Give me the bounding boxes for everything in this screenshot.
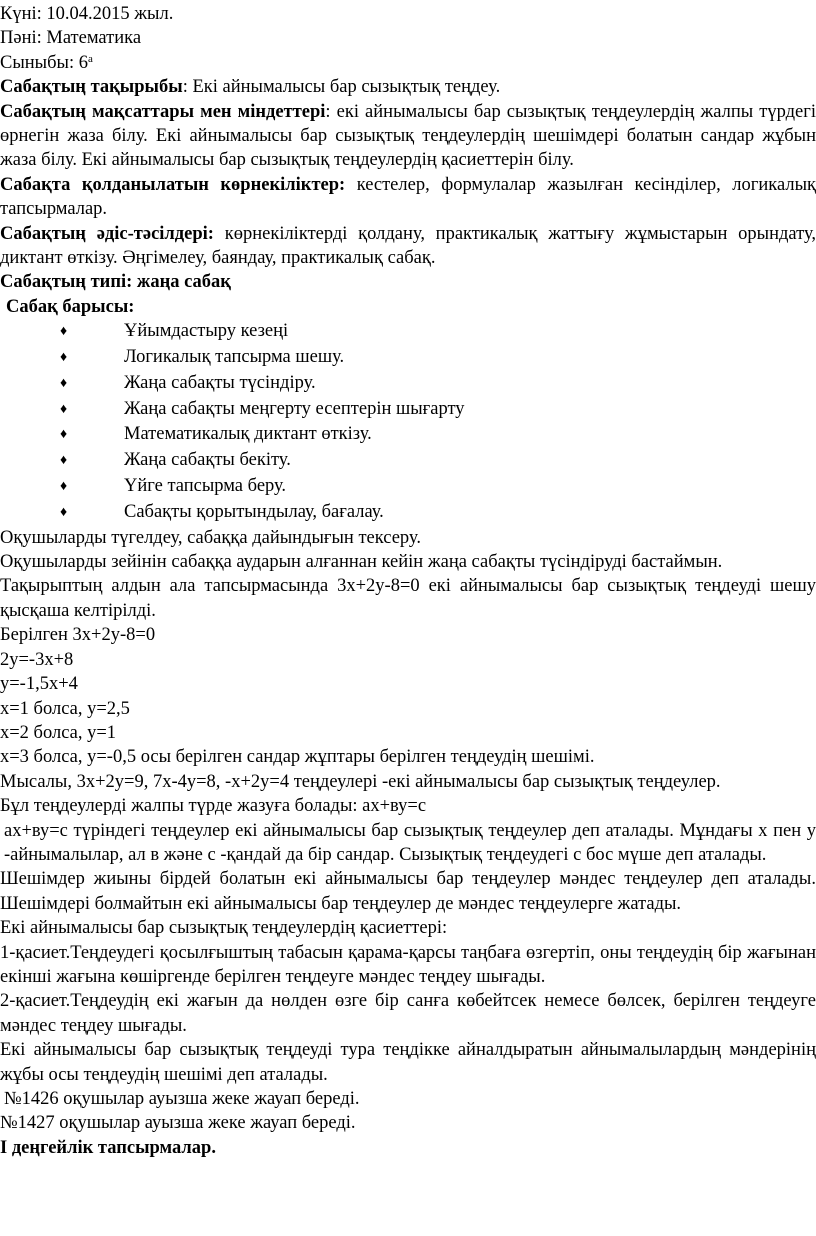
diamond-bullet-icon: ♦ — [60, 324, 68, 340]
body-paragraph-4: Мысалы, 3х+2у=9, 7х-4у=8, -х+2у=4 теңдеулері -екі айнымалысы бар сызықтық теңдеулер. — [0, 771, 721, 792]
grade-text: Сыныбы: 6 — [0, 52, 88, 73]
list-item: ♦ Жаңа сабақты бекіту. — [0, 448, 816, 474]
progress-heading: Сабақ барысы: — [6, 296, 135, 317]
date-line: Күні: 10.04.2015 жыл. — [0, 4, 174, 24]
body-paragraph-2: Оқушыларды зейінін сабаққа аударын алғаннан кейін жаңа сабақты түсіндіруді бастаймын. — [0, 552, 723, 573]
diamond-bullet-icon: ♦ — [60, 401, 68, 417]
list-item: ♦ Логикалық тапсырма шешу. — [0, 345, 816, 371]
diamond-bullet-icon: ♦ — [60, 479, 68, 495]
list-item: ♦ Жаңа сабақты меңгерту есептерін шығарту — [0, 397, 816, 423]
equation-line-2: 2у=-3х+8 — [0, 649, 74, 670]
methods-text: көрнекіліктерді қолдану, практикалық жаттығу жұмыстарын орындату, диктант өткізу. Әңгімелеу, баяндау, практикалық сабақ. — [0, 223, 816, 269]
methods-label: Сабақтың әдіс-тәсілдері: — [0, 223, 214, 244]
body-paragraph-6: ах+ву=с түріндегі теңдеулер екі айнымалысы бар сызықтық теңдеулер деп аталады. Мұндағы х пен у -айнымалылар, ал в және с -қандай да бір сандар. Сызықтық теңдеудегі с бос мүше деп аталады. — [4, 820, 816, 865]
topic-line — [0, 75, 816, 99]
equation-line-3: у=-1,5х+4 — [0, 674, 78, 695]
body-paragraph-7: Шешімдер жиыны бірдей болатын екі айнымалысы бар теңдеулер мәндес теңдеулер деп аталады. Шешімдері болмайтын екі айнымалысы бар теңдеулер де мәндес теңдеулерге жатады. — [0, 869, 816, 914]
list-item: ♦ Ұйымдастыру кезеңі — [0, 319, 816, 345]
body-paragraph-1: Оқушыларды түгелдеу, сабаққа дайындығын тексеру. — [0, 527, 421, 548]
exercise-1427-line: №1427 оқушылар ауызша жеке жауап береді. — [0, 1113, 356, 1134]
body-paragraph-5: Бұл теңдеулерді жалпы түрде жазуға болады: ах+ву=с — [0, 796, 427, 817]
body-paragraph-11: Екі айнымалысы бар сызықтық теңдеуді тура теңдікке айналдыратын айнымалылардың мәндерінің жұбы осы теңдеудің шешімі деп аталады. — [0, 1040, 816, 1085]
grade-line — [0, 51, 816, 75]
topic-text: : Екі айнымалысы бар сызықтық теңдеу. — [182, 77, 501, 98]
goals-paragraph — [0, 100, 816, 173]
exercise-1426-line: №1426 оқушылар ауызша жеке жауап береді. — [4, 1089, 360, 1109]
property-1-paragraph: 1-қасиет.Теңдеудегі қосылғыштың табасын қарама-қарсы таңбаға өзгертіп, оны теңдеудің бір жағынан екінші жағына көшіргенде берілген теңдеуге мәндес теңдеу шығады. — [0, 942, 816, 987]
document-page — [0, 2, 816, 1160]
topic-label: Сабақтың тақырыбы — [0, 77, 183, 98]
diamond-bullet-icon: ♦ — [60, 375, 68, 391]
property-2-paragraph: 2-қасиет.Теңдеудің екі жағын да нөлден өзге бір санға көбейтсек немесе бөлсек, берілген теңдеуге мәндес теңдеу шығады. — [0, 991, 816, 1036]
equation-line-4: х=1 болса, у=2,5 — [0, 698, 130, 719]
diamond-bullet-icon: ♦ — [60, 504, 68, 520]
goals-label: Сабақтың мақсаттары мен міндеттері — [0, 101, 326, 122]
diamond-bullet-icon: ♦ — [60, 427, 68, 443]
list-item: ♦ Жаңа сабақты түсіндіру. — [0, 371, 816, 397]
body-paragraph-8: Екі айнымалысы бар сызықтық теңдеулердің қасиеттері: — [0, 918, 448, 939]
diamond-bullet-icon: ♦ — [60, 453, 68, 469]
grade-superscript: а — [87, 52, 93, 65]
visuals-text: кестелер, формулалар жазылған кесінділер, логикалық тапсырмалар. — [0, 174, 816, 220]
level-tasks-heading: І деңгейлік тапсырмалар. — [0, 1137, 216, 1158]
lesson-type-line: Сабақтың типі: жаңа сабақ — [0, 272, 231, 293]
visuals-paragraph — [0, 173, 816, 222]
subject-line: Пәні: Математика — [0, 28, 142, 49]
goals-text: : екі айнымалысы бар сызықтық теңдеулердің жалпы түрдегі өрнегін жаза білу. Екі айнымалысы бар сызықтық теңдеулердің шешімдері болатын сандар жұбын жаза білу. Екі айнымалысы бар сызықтық теңдеулердің қасиеттерін білу. — [0, 101, 816, 171]
diamond-bullet-icon: ♦ — [60, 350, 68, 366]
equation-line-6: х=3 болса, у=-0,5 осы берілген сандар жұптары берілген теңдеудің шешімі. — [0, 747, 595, 768]
equation-line-1: Берілген 3х+2у-8=0 — [0, 625, 156, 646]
progress-list — [0, 319, 816, 525]
equation-line-5: х=2 болса, у=1 — [0, 722, 117, 743]
body-paragraph-3: Тақырыптың алдын ала тапсырмасында 3х+2у-8=0 екі айнымалысы бар сызықтық теңдеуді шешу қысқаша келтірілді. — [0, 576, 816, 621]
list-item: ♦ Математикалық диктант өткізу. — [0, 422, 816, 448]
visuals-label: Сабақта қолданылатын көрнекіліктер: — [0, 174, 346, 195]
methods-paragraph — [0, 222, 816, 271]
list-item: ♦ Сабақты қорытындылау, бағалау. — [0, 500, 816, 526]
list-item: ♦ Үйге тапсырма беру. — [0, 474, 816, 500]
